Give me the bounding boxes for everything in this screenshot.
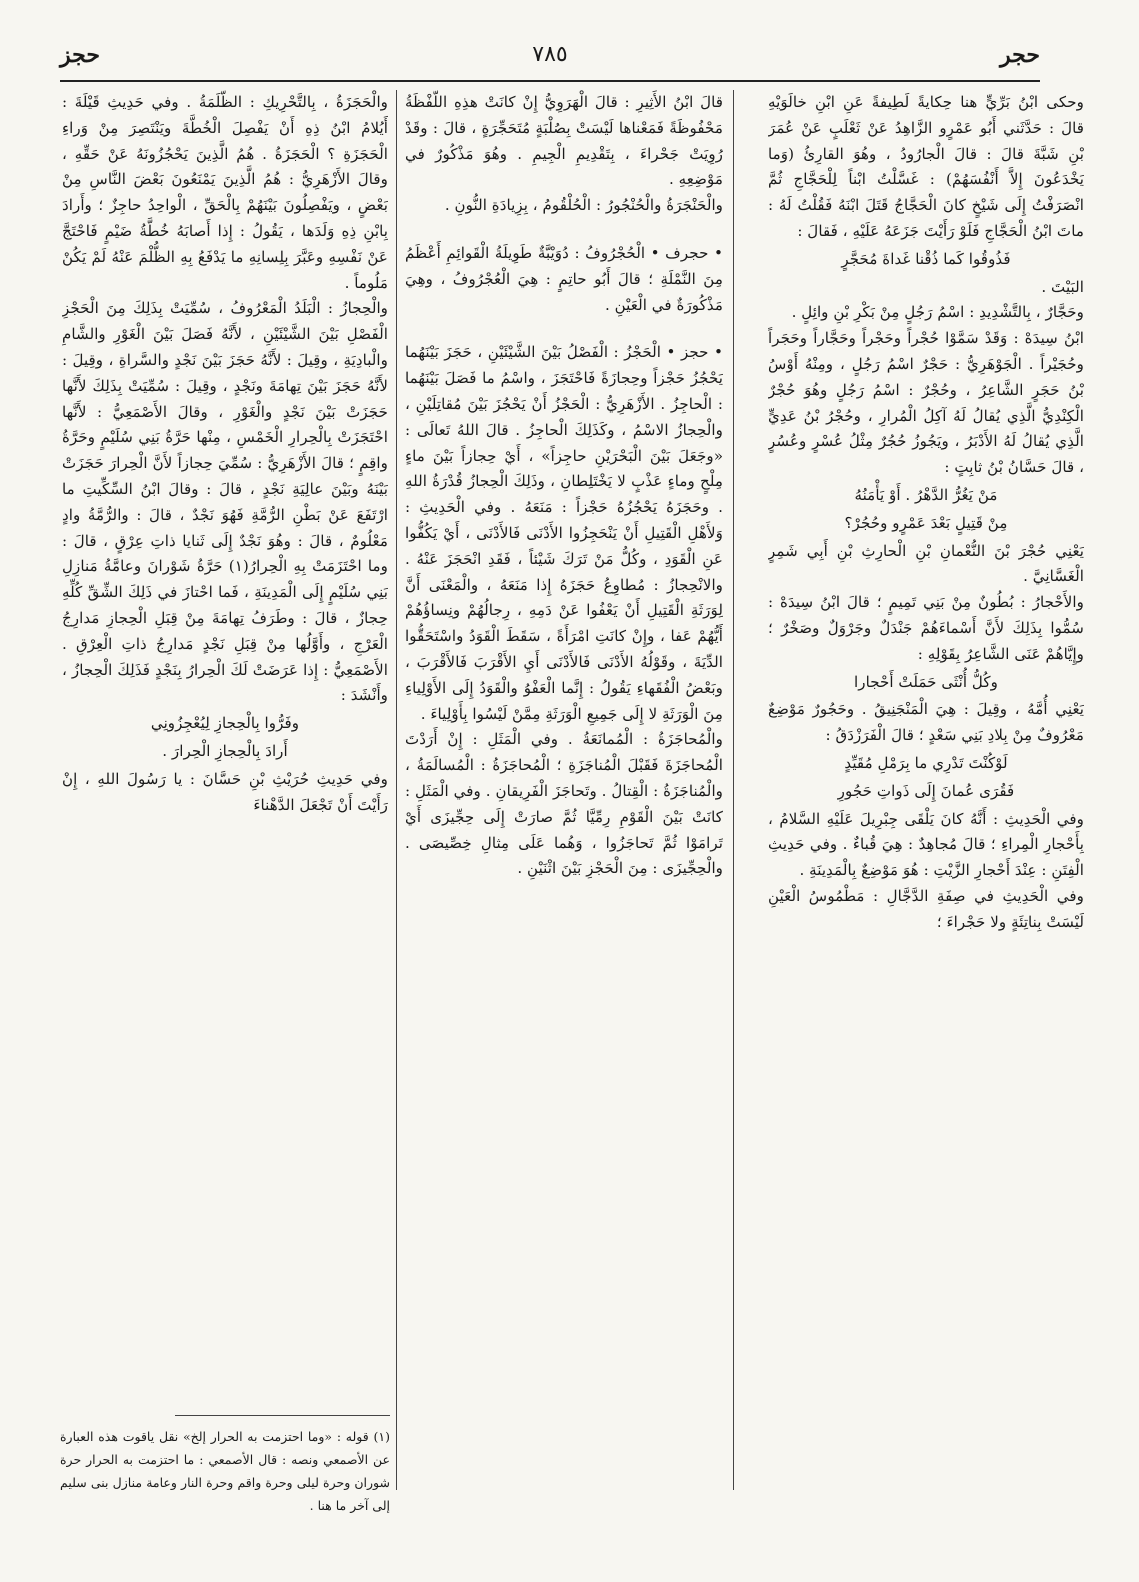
page-number: ٧٨٥ bbox=[532, 42, 568, 67]
footnote-rule bbox=[175, 1415, 390, 1416]
verse-line: مِنْ قَتِيلٍ بَعْدَ عَمْرٍو وحُجُرْ؟ bbox=[844, 513, 1008, 532]
paragraph: والْحَجَزَةُ ، بِالتَّحْرِيكِ : الظَّلَمَةُ . وفي حَدِيثِ قَيْلَةَ : أَيُلامُ ابْنُ ذِهِ أَنْ يَفْصِلَ الْخُطَّةَ ويَنْتَصِرَ مِنْ وَراءِ الْحَجَزَةِ ؟ الْحَجَزَةُ . هُمُ الَّذِينَ يَحْجُزُونَهُ عَنْ حَقِّهِ ، وقالَ الأَزْهَرِيُّ : هُمُ الَّذِينَ يَمْنَعُونَ بَعْضَ النَّاسِ مِنْ بَعْضٍ ، ويَفْصِلُونَ بَيْنَهُمْ بِالْحَقِّ ، الْواحِدُ حاجِزٌ ؛ وأَرادَ بِابْنِ ذِهِ وَلَدَها ، يَقُولُ : إِذا أَصابَهُ خُطَّةُ ضَيْمٍ فَاحْتَجَّ عَنْ نَفْسِهِ وعَبَّرَ بِلِسانِهِ ما يَدْفَعُ بِهِ الظُّلْمَ عَنْهُ لَمْ يَكُنْ مَلُوماً . bbox=[62, 93, 388, 292]
verse-line: وفَرُّوا بِالْحِجازِ لِيُعْجِزُونِي bbox=[150, 714, 300, 733]
paragraph: يَعْنِي أُمَّهُ ، وقِيلَ : هِيَ الْمَنْجَنِيقُ . وحَجُورٌ مَوْضِعٌ مَعْرُوفٌ مِنْ بِلادِ بَنِي سَعْدٍ ؛ قالَ الْفَرَزْدَقُ : bbox=[768, 700, 1084, 745]
paragraph: قالَ ابْنُ الأَثِيرِ : قالَ الْهَرَوِيُّ إِنْ كانَتْ هذِهِ اللَّفْظَةُ مَحْفُوظَةً فَمَعْناها لَيْسَتْ بِصُلْبَةٍ مُتَحَجِّرَةٍ ، قالَ : وقَدْ رُوِيَتْ جَحْراءَ ، بِتَقْدِيمِ الْجِيمِ . وهُوَ مَذْكُورٌ في مَوْضِعِهِ . bbox=[405, 93, 723, 189]
column-middle bbox=[405, 90, 723, 1490]
verse-line: أَرادَ بِالْحِجازِ الْحِرارَ . bbox=[162, 741, 288, 760]
verse-line: وكُلُّ أُنْثَى حَمَلَتْ أَحْجارا bbox=[854, 672, 998, 691]
page-header bbox=[60, 38, 1040, 78]
paragraph: وفي الْحَدِيثِ في صِفَةِ الدَّجَّالِ : مَطْمُوسُ الْعَيْنِ لَيْسَتْ بِناتِئَةٍ ولا حَجْراءَ ؛ bbox=[768, 886, 1084, 931]
verse-line: فَقُرَى عُمانَ إِلَى ذَواتِ حَجُورِ bbox=[837, 781, 1015, 800]
paragraph: والْمُحاجَزَةُ : الْمُمانَعَةُ . وفي الْمَثَلِ : إِنْ أَرَدْتَ الْمُحاجَزَةَ فَقَبْلَ الْمُناجَزَةِ ؛ الْمُحاجَزَةُ : الْمُسالَمَةُ ، والْمُناجَزَةُ : الْقِتالُ . وتَحاجَزَ الْفَرِيقانِ . وفي الْمَثَلِ : كانَتْ بَيْنَ الْقَوْمِ رِمِّيَّا ثُمَّ صارَتْ إِلَى حِجِّيزَى أَيْ تَرامَوْا ثُمَّ تَحاجَزُوا ، وَهُما عَلَى مِثالِ خِصِّيصَى . والْحِجِّيزَى : مِنَ الْحَجْزِ بَيْنَ اثْنَيْنِ . bbox=[405, 730, 723, 878]
column-right bbox=[768, 90, 1084, 1490]
verse-line: لَوْكُنْتَ تَدْرِي ما بِرَمْلِ مُقَيِّدٍ bbox=[844, 753, 1008, 772]
verse-line: فَذُوقُوا كَما ذُقْنا غَداةَ مُحَجَّرٍ bbox=[841, 249, 1011, 268]
paragraph: وحَجَّارٌ ، بِالتَّشْدِيدِ : اسْمُ رَجُلٍ مِنْ بَكْرِ بْنِ وائِلٍ . bbox=[791, 303, 1084, 322]
paragraph: والْحِجازُ : الْبَلَدُ الْمَعْرُوفُ ، سُمِّيَتْ بِذَلِكَ مِنَ الْحَجْزِ الْفَصْلِ بَيْنَ الشَّيْئَيْنِ ، لأَنَّهُ فَصَلَ بَيْنَ الْغَوْرِ والشَّامِ والْبادِيَةِ ، وقِيلَ : لأَنَّهُ حَجَزَ بَيْنَ نَجْدٍ والسَّراةِ ، وقِيلَ : لأَنَّهُ حَجَزَ بَيْنَ تِهامَةَ ونَجْدٍ ، وقِيلَ : سُمِّيَتْ بِذَلِكَ لأَنَّها حَجَزَتْ بَيْنَ نَجْدٍ والْغَوْرِ ، وقالَ الأَصْمَعِيُّ : لأَنَّها احْتَجَزَتْ بِالْحِرارِ الْخَمْسِ ، مِنْها حَرَّةُ بَنِي سُلَيْمٍ وحَرَّةُ واقِمٍ ؛ قالَ الأَزْهَرِيُّ : سُمِّيَ حِجازاً لأَنَّ الْحِرارَ حَجَزَتْ بَيْنَهُ وبَيْنَ عالِيَةِ نَجْدٍ ، قالَ : وقالَ ابْنُ السِّكِّيتِ ما ارْتَفَعَ عَنْ بَطْنِ الرُّمَّةِ فَهُوَ نَجْدٌ ، قالَ : والرُّمَّةُ وادٍ مَعْلُومٌ ، قالَ : وهُوَ نَجْدٌ إِلَى ثَنايا ذاتِ عِرْقٍ ، قالَ : وما احْتَزَمَتْ بِهِ الْحِرارُ(١) حَرَّةُ شَوْرانَ وعامَّةُ مَنازِلِ بَنِي سُلَيْمٍ إِلَى الْمَدِينَةِ ، فَما احْتازَ في ذَلِكَ الشِّقِّ كُلِّهِ حِجازٌ ، قالَ : وطَرَفُ تِهامَةَ مِنْ قِبَلِ الْحِجازِ مَدارِجُ الْعَرْجِ ، وأَوَّلُها مِنْ قِبَلِ نَجْدٍ مَدارِجُ ذاتِ الْعِرْقِ . الأَصْمَعِيُّ : إِذا عَرَضَتْ لَكَ الْحِرارُ بِنَجْدٍ فَذَلِكَ الْحِجازُ ، وأَنْشَدَ : bbox=[62, 299, 388, 705]
headword-right: حجر bbox=[1000, 42, 1040, 68]
column-separator bbox=[396, 90, 397, 1490]
paragraph: يَعْنِي حُجْرَ بْنَ النُّعْمانِ بْنِ الْحارِثِ بْنِ أَبِي شَمِرٍ الْغَسَّانِيَّ . bbox=[768, 541, 1084, 586]
column-left bbox=[62, 90, 388, 1405]
paragraph: والأَحْجارُ : بُطُونٌ مِنْ بَنِي تَمِيمٍ ؛ قالَ ابْنُ سِيدَهْ : سُمُّوا بِذَلِكَ لأَنَّ أَسْماءَهُمْ جَنْدَلٌ وجَرْوَلٌ وصَخْرٌ ؛ وإِيَّاهُمْ عَنَى الشَّاعِرُ بِقَوْلِهِ : bbox=[768, 593, 1084, 663]
paragraph: وفي الْحَدِيثِ : أَنَّهُ كانَ يَلْقَى جِبْرِيلَ عَلَيْهِ السَّلامُ ، بِأَحْجارِ الْمِراءِ ؛ قالَ مُجاهِدٌ : هِيَ قُباءٌ . وفي حَدِيثِ الْفِتَنِ : عِنْدَ أَحْجارِ الزَّيْتِ : هُوَ مَوْضِعٌ بِالْمَدِينَةِ . bbox=[768, 809, 1084, 880]
headword-left: حجز bbox=[60, 42, 100, 68]
entry-hajraf: • حجرف • الْحُجْرُوفُ : دُوَيْبَّةٌ طَوِيلَةُ الْقَوائِمِ أَعْظَمُ مِنَ النَّمْلَةِ ؛ قالَ أَبُو حاتِمٍ : هِيَ الْعُجْرُوفُ ، وهِيَ مَذْكُورَةٌ في الْعَيْنِ . bbox=[405, 243, 723, 314]
footnote: (١) قوله : «وما احتزمت به الحرار إلخ» نقل ياقوت هذه العبارة عن الأصمعي ونصه : قال الأصمعي : ما احتزمت به الحرار حرة شوران وحرة ليلى وحرة واقم وحرة النار وعامة منازل بنى سليم إلى آخر ما هنا . bbox=[60, 1429, 390, 1513]
paragraph: ابْنُ سِيدَهْ : وَقَدْ سَمَّوْا حُجْراً وحَجْراً وحَجَّاراً وحَجَراً وحُجَيْراً . الْجَوْهَرِيُّ : حَجْرٌ اسْمُ رَجُلٍ ، ومِنْهُ أَوْسُ بْنُ حَجَرٍ الشَّاعِرُ ، وحُجْرٌ : اسْمُ رَجُلٍ وهُوَ حُجْرٌ الْكِنْدِيُّ الَّذِي يُقالُ لَهُ آكِلُ الْمُرارِ ، وحُجْرُ بْنُ عَدِيٍّ الَّذِي يُقالُ لَهُ الأَدْبَرُ ، ويَجُوزُ حُجُرٌ مِثْلُ عُسْرٍ وعُسُرٍ ، قالَ حَسَّانُ بْنُ ثابِتٍ : bbox=[768, 329, 1084, 477]
paragraph: وحكى ابْنُ بَرِّيٍّ هنا حِكايةً لَطِيفةً عَنِ ابْنِ خالَوَيْهِ قالَ : حَدَّثَني أَبُو عَمْرٍو الزَّاهِدُ عَنْ ثَعْلَبٍ عَنْ عُمَرَ بْنِ شَبَّةَ قالَ : قالَ الْجارُودُ ، وهُوَ القارِئُ (وَما يَخْدَعُونَ إِلاَّ أَنْفُسَهُمْ) : غَسَّلْتُ ابْناً لِلْحَجَّاجِ ثُمَّ انْصَرَفْتُ إِلَى شَيْخٍ كانَ الْحَجَّاجُ قَتَلَ ابْنَهُ فَقُلْتُ لَهُ : ماتَ ابْنُ الْحَجَّاجِ فَلَوْ رَأَيْتَ جَزَعَهُ عَلَيْهِ ، فَقالَ : bbox=[768, 93, 1084, 240]
entry-gap bbox=[405, 318, 723, 340]
paragraph: والْحَنْجَرَةُ والْحُنْجُورُ : الْحُلْقُومُ ، بِزِيادَةِ النُّونِ . bbox=[444, 196, 723, 215]
entry-hajaz: • حجز • الْحَجْزُ : الْفَصْلُ بَيْنَ الشَّيْئَيْنِ ، حَجَزَ بَيْنَهُما يَحْجُزُ حَجْزاً وحِجازَةً فَاحْتَجَزَ ، واسْمُ ما فَصَلَ بَيْنَهُما : الْحاجِزُ . الأَزْهَرِيُّ : الْحَجْزُ أَنْ يَحْجُزَ بَيْنَ مُقاتِلَيْنِ ، والْحِجازُ الاسْمُ ، وكَذَلِكَ الْحاجِزُ . قالَ اللهُ تَعالَى : «وجَعَلَ بَيْنَ الْبَحْرَيْنِ حاجِزاً» ، أَيْ حِجازاً بَيْنَ ماءٍ مِلْحٍ وماءٍ عَذْبٍ لا يَخْتَلِطانِ ، وذَلِكَ الْحِجازُ قُدْرَةُ اللهِ . وحَجَزَهُ يَحْجُزُهُ حَجْزاً : مَنَعَهُ . وفي الْحَدِيثِ : وَلأَهْلِ الْقَتِيلِ أَنْ يَنْحَجِزُوا الأَدْنَى فَالأَدْنَى ، أَيْ يَكُفُّوا عَنِ الْقَوَدِ ، وكُلُّ مَنْ تَرَكَ شَيْئاً ، فَقَدِ انْحَجَزَ عَنْهُ . والانْحِجازُ : مُطاوِعُ حَجَزَهُ إِذا مَنَعَهُ ، والْمَعْنَى أَنَّ لِوَرَثَةِ الْقَتِيلِ أَنْ يَعْفُوا عَنْ دَمِهِ ، رِجالُهُمْ ونِساؤُهُمْ أَيُّهُمْ عَفا ، وإِنْ كانَتِ امْرَأَةً ، سَقَطَ الْقَوَدُ واسْتَحَقُّوا الدِّيَةَ ، وقَوْلُهُ الأَدْنَى فَالأَدْنَى أَيِ الأَقْرَبَ فَالأَقْرَبَ ، وبَعْضُ الْفُقَهاءِ يَقُولُ : إِنَّما الْعَفْوُ والْقَوَدُ إِلَى الأَوْلِياءِ مِنَ الْوَرَثَةِ لا إِلَى جَمِيعِ الْوَرَثَةِ مِمَّنْ لَيْسُوا بِأَوْلِياءَ . bbox=[405, 343, 723, 723]
paragraph: البَيْتَ . bbox=[1041, 277, 1084, 296]
column-separator bbox=[733, 90, 734, 1490]
header-rule bbox=[60, 80, 1040, 82]
verse-line: مَنْ يَغُرُّ الدَّهْرُ . أَوْ يَأْمَنُهُ bbox=[854, 485, 998, 504]
paragraph: وفي حَدِيثِ حُرَيْثِ بْنِ حَسَّانَ : يا رَسُولَ اللهِ ، إِنْ رَأَيْتَ أَنْ تَجْعَلَ الدَّهْناءَ bbox=[62, 769, 388, 814]
entry-gap bbox=[405, 219, 723, 241]
